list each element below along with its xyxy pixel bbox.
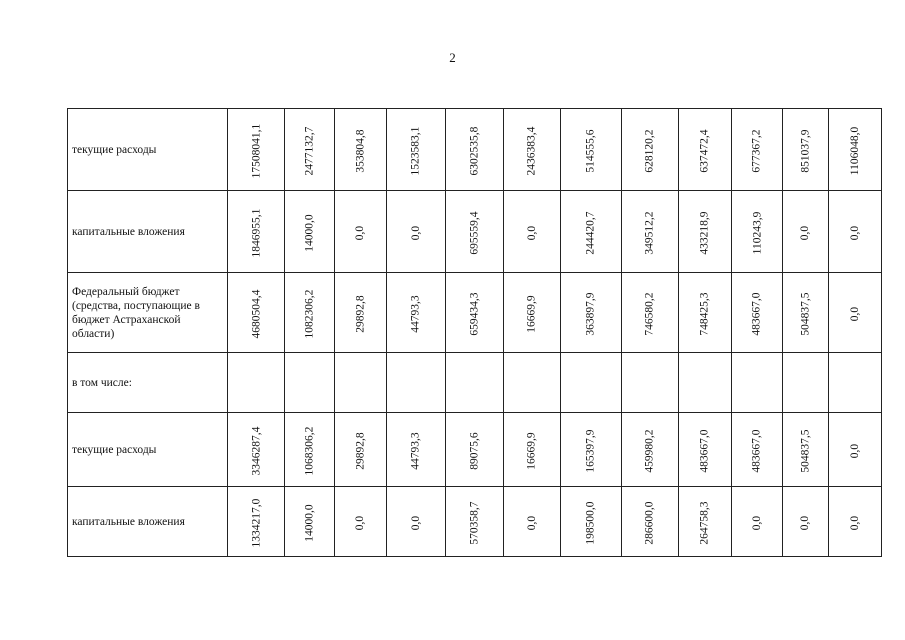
value-cell [445, 191, 503, 273]
value-cell [503, 353, 560, 413]
value-cell [782, 413, 828, 487]
cell-value: 0,0 [799, 515, 812, 530]
value-cell [445, 109, 503, 191]
cell-value: 1106048,0 [848, 126, 861, 175]
value-cell [386, 191, 445, 273]
cell-value: 677367,2 [750, 128, 763, 173]
value-cell [560, 487, 621, 557]
value-cell [386, 353, 445, 413]
value-cell [782, 273, 828, 353]
cell-value: 504837,5 [799, 291, 812, 336]
value-cell [782, 353, 828, 413]
cell-value: 433218,9 [698, 210, 711, 255]
value-cell [731, 191, 782, 273]
value-cell [828, 487, 881, 557]
value-cell [445, 487, 503, 557]
budget-table [67, 108, 882, 557]
table-row [68, 191, 882, 273]
table-row [68, 413, 882, 487]
cell-value: 44793,3 [409, 294, 422, 333]
cell-value: 0,0 [848, 225, 861, 240]
value-cell [621, 273, 678, 353]
value-cell [621, 191, 678, 273]
cell-value: 459980,2 [643, 428, 656, 473]
value-cell [228, 273, 285, 353]
cell-value: 14000,0 [303, 213, 316, 252]
value-cell [445, 273, 503, 353]
value-cell [678, 109, 731, 191]
cell-value: 0,0 [848, 443, 861, 458]
cell-value: 14000,0 [303, 503, 316, 542]
value-cell [334, 353, 386, 413]
cell-value: 3346287,4 [250, 426, 262, 475]
cell-value: 483667,0 [750, 291, 763, 336]
cell-value: 628120,2 [643, 128, 656, 173]
page-number: 2 [449, 50, 456, 65]
cell-value: 0,0 [799, 225, 812, 240]
value-cell [334, 191, 386, 273]
row-label: текущие расходы [68, 109, 228, 191]
value-cell [285, 413, 335, 487]
cell-value: 695559,4 [468, 210, 481, 255]
cell-value: 0,0 [750, 515, 763, 530]
cell-value: 110243,9 [750, 211, 763, 254]
value-cell [285, 487, 335, 557]
value-cell [828, 109, 881, 191]
row-label: текущие расходы [68, 413, 228, 487]
value-cell [678, 487, 731, 557]
value-cell [285, 191, 335, 273]
row-label: Федеральный бюджет (средства, поступающие в бюджет Астраханской области) [68, 273, 228, 353]
table-row [68, 487, 882, 557]
cell-value: 349512,2 [643, 210, 656, 255]
value-cell [782, 191, 828, 273]
table-row [68, 109, 882, 191]
table-row [68, 353, 882, 413]
value-cell [285, 353, 335, 413]
value-cell [386, 109, 445, 191]
value-cell [334, 273, 386, 353]
cell-value: 16669,9 [525, 294, 538, 333]
value-cell [386, 273, 445, 353]
cell-value: 286600,0 [643, 500, 656, 545]
cell-value: 244420,7 [584, 210, 597, 255]
cell-value: 198500,0 [584, 500, 597, 545]
cell-value: 6302535,8 [468, 126, 481, 175]
cell-value: 353804,8 [354, 128, 367, 173]
value-cell [678, 191, 731, 273]
cell-value: 264758,3 [698, 500, 711, 545]
cell-value: 659434,3 [468, 291, 481, 336]
value-cell [731, 487, 782, 557]
value-cell [828, 273, 881, 353]
table-row [68, 273, 882, 353]
cell-value: 16669,9 [525, 431, 538, 470]
value-cell [228, 413, 285, 487]
cell-value: 570358,7 [468, 500, 481, 545]
row-label: в том числе: [68, 353, 228, 413]
cell-value: 0,0 [525, 515, 538, 530]
value-cell [334, 487, 386, 557]
value-cell [285, 273, 335, 353]
cell-value: 0,0 [848, 306, 861, 321]
cell-value: 0,0 [354, 225, 367, 240]
value-cell [560, 109, 621, 191]
value-cell [445, 353, 503, 413]
value-cell [503, 487, 560, 557]
cell-value: 363897,9 [584, 291, 597, 336]
cell-value: 746580,2 [643, 291, 656, 336]
row-label: капитальные вложения [68, 487, 228, 557]
value-cell [560, 353, 621, 413]
value-cell [560, 191, 621, 273]
value-cell [621, 353, 678, 413]
value-cell [828, 191, 881, 273]
cell-value: 0,0 [409, 225, 422, 240]
cell-value: 1523583,1 [409, 126, 422, 175]
value-cell [678, 353, 731, 413]
value-cell [828, 353, 881, 413]
value-cell [731, 109, 782, 191]
cell-value: 1082306,2 [303, 289, 316, 338]
cell-value: 17508041,1 [250, 123, 262, 178]
cell-value: 165397,9 [584, 428, 597, 473]
cell-value: 637472,4 [698, 128, 711, 173]
row-label: капитальные вложения [68, 191, 228, 273]
value-cell [228, 487, 285, 557]
value-cell [828, 413, 881, 487]
cell-value: 1068306,2 [303, 426, 316, 475]
value-cell [285, 109, 335, 191]
value-cell [621, 487, 678, 557]
cell-value: 0,0 [848, 515, 861, 530]
value-cell [678, 413, 731, 487]
cell-value: 2436383,4 [525, 126, 538, 175]
cell-value: 1334217,0 [250, 498, 262, 547]
cell-value: 748425,3 [698, 291, 711, 336]
value-cell [621, 109, 678, 191]
cell-value: 504837,5 [799, 428, 812, 473]
value-cell [386, 487, 445, 557]
cell-value: 0,0 [525, 225, 538, 240]
cell-value: 29892,8 [354, 431, 367, 470]
value-cell [731, 353, 782, 413]
cell-value: 89075,6 [468, 431, 481, 470]
value-cell [678, 273, 731, 353]
cell-value: 514555,6 [584, 128, 597, 173]
value-cell [503, 109, 560, 191]
cell-value: 1846955,1 [250, 208, 262, 257]
value-cell [782, 487, 828, 557]
value-cell [731, 413, 782, 487]
value-cell [228, 109, 285, 191]
cell-value: 483667,0 [698, 428, 711, 473]
value-cell [503, 273, 560, 353]
value-cell [503, 191, 560, 273]
cell-value: 44793,3 [409, 431, 422, 470]
value-cell [445, 413, 503, 487]
cell-value: 0,0 [409, 515, 422, 530]
value-cell [228, 191, 285, 273]
value-cell [503, 413, 560, 487]
cell-value: 4680504,4 [250, 289, 262, 338]
value-cell [228, 353, 285, 413]
value-cell [386, 413, 445, 487]
value-cell [731, 273, 782, 353]
value-cell [782, 109, 828, 191]
value-cell [334, 413, 386, 487]
value-cell [560, 413, 621, 487]
cell-value: 851037,9 [799, 128, 812, 173]
value-cell [560, 273, 621, 353]
value-cell [334, 109, 386, 191]
cell-value: 0,0 [354, 515, 367, 530]
cell-value: 29892,8 [354, 294, 367, 333]
cell-value: 483667,0 [750, 428, 763, 473]
cell-value: 2477132,7 [303, 126, 316, 175]
value-cell [621, 413, 678, 487]
